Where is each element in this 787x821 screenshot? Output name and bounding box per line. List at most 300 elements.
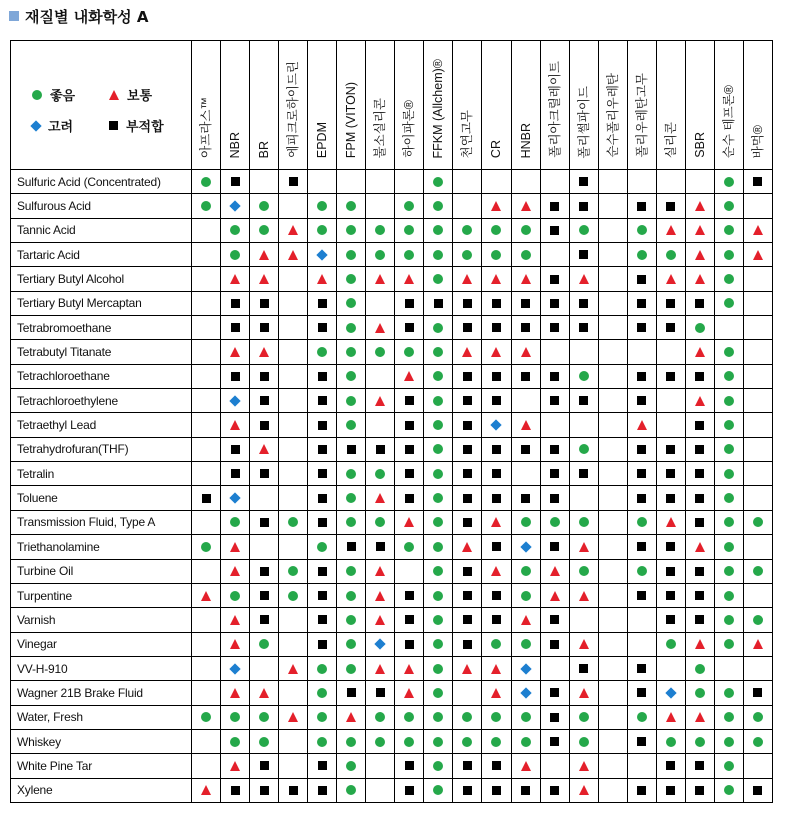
square-icon [695, 372, 704, 381]
rating-cell [337, 291, 366, 315]
rating-cell [627, 267, 656, 291]
diamond-icon [665, 687, 676, 698]
triangle-icon [404, 517, 414, 527]
rating-cell [395, 632, 424, 656]
table-row [11, 413, 773, 437]
rating-cell [540, 340, 569, 364]
triangle-icon [695, 274, 705, 284]
square-icon [260, 421, 269, 430]
square-icon [579, 202, 588, 211]
rating-cell [279, 364, 308, 388]
rating-cell [366, 510, 395, 534]
diamond-icon [520, 663, 531, 674]
rating-cell [598, 656, 627, 680]
legend-label: 좋음 [50, 89, 76, 104]
circle-icon [317, 201, 327, 211]
rating-cell [685, 243, 714, 267]
triangle-icon [230, 761, 240, 771]
chemical-name: Tetrachloroethane [11, 364, 192, 388]
rating-cell [308, 656, 337, 680]
rating-cell [424, 656, 453, 680]
rating-cell [743, 681, 772, 705]
rating-cell [569, 218, 598, 242]
rating-cell [337, 778, 366, 802]
rating-cell [743, 243, 772, 267]
rating-cell [511, 729, 540, 753]
circle-icon [433, 444, 443, 454]
rating-cell [250, 340, 279, 364]
circle-icon [724, 347, 734, 357]
rating-cell [714, 681, 743, 705]
rating-cell [685, 705, 714, 729]
rating-cell [192, 437, 221, 461]
material-name: FFKM (Allchem)® [431, 58, 446, 158]
rating-cell [598, 486, 627, 510]
square-icon [260, 323, 269, 332]
chemical-name: Vinegar [11, 632, 192, 656]
rating-cell [250, 316, 279, 340]
rating-cell [453, 389, 482, 413]
rating-cell [598, 608, 627, 632]
rating-cell [743, 778, 772, 802]
material-header [685, 41, 714, 170]
circle-icon [491, 737, 501, 747]
rating-cell [482, 559, 511, 583]
square-icon [492, 372, 501, 381]
rating-cell [424, 316, 453, 340]
square-icon [318, 640, 327, 649]
material-header [221, 41, 250, 170]
circle-icon [579, 712, 589, 722]
rating-cell [482, 583, 511, 607]
rating-cell [482, 486, 511, 510]
rating-cell [627, 243, 656, 267]
rating-cell [279, 340, 308, 364]
material-name: 하이파론® [402, 100, 417, 158]
rating-cell [366, 486, 395, 510]
square-icon [666, 591, 675, 600]
circle-icon [433, 469, 443, 479]
square-icon [405, 469, 414, 478]
rating-cell [743, 267, 772, 291]
rating-cell [221, 267, 250, 291]
rating-cell [366, 437, 395, 461]
circle-icon [230, 591, 240, 601]
rating-cell [279, 486, 308, 510]
rating-cell [221, 778, 250, 802]
square-icon [318, 591, 327, 600]
circle-icon [724, 201, 734, 211]
square-icon [492, 396, 501, 405]
rating-cell [627, 681, 656, 705]
material-header [250, 41, 279, 170]
square-icon [695, 567, 704, 576]
rating-cell [308, 291, 337, 315]
circle-icon [404, 712, 414, 722]
rating-cell [453, 656, 482, 680]
rating-cell [308, 194, 337, 218]
rating-cell [511, 316, 540, 340]
circle-icon [230, 517, 240, 527]
square-icon [231, 372, 240, 381]
circle-icon [724, 298, 734, 308]
square-icon [318, 494, 327, 503]
rating-cell [395, 340, 424, 364]
rating-cell [598, 243, 627, 267]
rating-cell [250, 437, 279, 461]
circle-icon [375, 469, 385, 479]
rating-cell [453, 754, 482, 778]
rating-cell [627, 754, 656, 778]
rating-cell [656, 437, 685, 461]
rating-cell [656, 389, 685, 413]
rating-cell [743, 535, 772, 559]
material-name: 실리콘 [663, 121, 678, 158]
square-icon [463, 323, 472, 332]
square-icon [109, 121, 118, 130]
rating-cell [656, 510, 685, 534]
circle-icon [346, 298, 356, 308]
rating-cell [308, 267, 337, 291]
circle-icon [433, 371, 443, 381]
rating-cell [743, 486, 772, 510]
triangle-icon [462, 542, 472, 552]
square-icon [666, 567, 675, 576]
chemical-name: Turpentine [11, 583, 192, 607]
rating-cell [395, 535, 424, 559]
rating-cell [482, 291, 511, 315]
rating-cell [627, 705, 656, 729]
rating-cell [569, 462, 598, 486]
table-row [11, 291, 773, 315]
rating-cell [540, 218, 569, 242]
triangle-icon [579, 542, 589, 552]
rating-cell [424, 681, 453, 705]
material-header [569, 41, 598, 170]
diamond-icon [229, 395, 240, 406]
rating-cell [424, 194, 453, 218]
rating-cell [279, 243, 308, 267]
rating-cell [627, 729, 656, 753]
rating-cell [308, 608, 337, 632]
triangle-icon [375, 274, 385, 284]
rating-cell [308, 729, 337, 753]
circle-icon [346, 615, 356, 625]
circle-icon [201, 177, 211, 187]
circle-icon [201, 201, 211, 211]
rating-cell [511, 583, 540, 607]
rating-cell [627, 291, 656, 315]
square-icon [434, 299, 443, 308]
material-name: CR [489, 139, 504, 158]
square-icon [347, 542, 356, 551]
rating-cell [627, 656, 656, 680]
rating-cell [337, 681, 366, 705]
rating-cell [424, 218, 453, 242]
rating-cell [250, 608, 279, 632]
rating-cell [714, 705, 743, 729]
rating-cell [685, 510, 714, 534]
rating-cell [627, 340, 656, 364]
rating-cell [743, 364, 772, 388]
square-icon [666, 202, 675, 211]
rating-cell [424, 389, 453, 413]
table-row [11, 705, 773, 729]
rating-cell [685, 413, 714, 437]
chemical-name: Sulfuric Acid (Concentrated) [11, 170, 192, 194]
triangle-icon [462, 347, 472, 357]
rating-cell [221, 656, 250, 680]
rating-cell [569, 681, 598, 705]
table-row [11, 632, 773, 656]
diamond-icon [229, 663, 240, 674]
rating-cell [656, 170, 685, 194]
rating-cell [598, 632, 627, 656]
square-icon [550, 640, 559, 649]
rating-cell [221, 340, 250, 364]
square-icon [753, 786, 762, 795]
rating-cell [685, 559, 714, 583]
square-icon [289, 786, 298, 795]
rating-cell [714, 559, 743, 583]
table-row [11, 389, 773, 413]
rating-cell [221, 291, 250, 315]
triangle-icon [666, 225, 676, 235]
rating-cell [714, 729, 743, 753]
circle-icon [462, 225, 472, 235]
rating-cell [656, 218, 685, 242]
rating-cell [511, 510, 540, 534]
triangle-icon [259, 250, 269, 260]
rating-cell [395, 389, 424, 413]
material-name: NBR [228, 131, 243, 158]
circle-icon [346, 737, 356, 747]
circle-icon [346, 517, 356, 527]
rating-cell [482, 437, 511, 461]
rating-cell [453, 462, 482, 486]
rating-cell [482, 267, 511, 291]
circle-icon [404, 201, 414, 211]
triangle-icon [753, 639, 763, 649]
rating-cell [395, 778, 424, 802]
square-icon [579, 299, 588, 308]
rating-cell [540, 194, 569, 218]
table-header [11, 41, 773, 170]
square-icon [695, 421, 704, 430]
rating-cell [337, 656, 366, 680]
rating-cell [540, 705, 569, 729]
rating-cell [627, 413, 656, 437]
table-row [11, 462, 773, 486]
rating-cell [308, 583, 337, 607]
rating-cell [250, 681, 279, 705]
square-icon [318, 518, 327, 527]
rating-cell [279, 218, 308, 242]
circle-icon [724, 517, 734, 527]
material-header [656, 41, 685, 170]
material-name: 천연고무 [460, 109, 475, 158]
rating-cell [424, 583, 453, 607]
rating-cell [685, 316, 714, 340]
rating-cell [511, 267, 540, 291]
chemical-name: Tetrachloroethylene [11, 389, 192, 413]
triangle-icon [230, 347, 240, 357]
square-icon [492, 469, 501, 478]
diamond-icon [491, 419, 502, 430]
square-icon [637, 202, 646, 211]
rating-cell [598, 194, 627, 218]
rating-cell [685, 194, 714, 218]
rating-cell [482, 778, 511, 802]
square-icon [260, 469, 269, 478]
circle-icon [491, 639, 501, 649]
triangle-icon [375, 566, 385, 576]
rating-cell [511, 681, 540, 705]
material-name: SBR [692, 132, 707, 158]
rating-cell [366, 291, 395, 315]
circle-icon [724, 177, 734, 187]
rating-cell [453, 632, 482, 656]
square-icon [260, 761, 269, 770]
rating-cell [482, 218, 511, 242]
rating-cell [743, 462, 772, 486]
circle-icon [637, 712, 647, 722]
rating-cell [743, 559, 772, 583]
circle-icon [521, 250, 531, 260]
rating-cell [540, 608, 569, 632]
rating-cell [337, 170, 366, 194]
rating-cell [540, 510, 569, 534]
square-icon [405, 323, 414, 332]
material-header [743, 41, 772, 170]
rating-cell [569, 535, 598, 559]
rating-cell [511, 608, 540, 632]
triangle-icon [695, 712, 705, 722]
triangle-icon [695, 225, 705, 235]
rating-cell [366, 608, 395, 632]
rating-cell [366, 389, 395, 413]
rating-cell [598, 316, 627, 340]
rating-cell [569, 632, 598, 656]
square-icon [289, 177, 298, 186]
rating-cell [743, 754, 772, 778]
material-header [540, 41, 569, 170]
rating-cell [685, 681, 714, 705]
rating-cell [192, 316, 221, 340]
material-name: EPDM [315, 121, 330, 158]
circle-icon [521, 566, 531, 576]
square-icon [318, 761, 327, 770]
square-icon [405, 640, 414, 649]
rating-cell [685, 364, 714, 388]
rating-cell [192, 267, 221, 291]
square-icon [550, 323, 559, 332]
rating-cell [337, 486, 366, 510]
square-icon [492, 299, 501, 308]
rating-cell [221, 754, 250, 778]
circle-icon [753, 517, 763, 527]
rating-cell [337, 218, 366, 242]
rating-cell [308, 510, 337, 534]
square-icon [637, 372, 646, 381]
legend-label: 보통 [127, 89, 153, 104]
rating-cell [308, 170, 337, 194]
rating-cell [714, 267, 743, 291]
rating-cell [250, 291, 279, 315]
rating-cell [743, 340, 772, 364]
square-icon [666, 372, 675, 381]
square-icon [579, 250, 588, 259]
rating-cell [482, 364, 511, 388]
rating-cell [337, 510, 366, 534]
chemical-name: Tetraethyl Lead [11, 413, 192, 437]
table-row [11, 243, 773, 267]
circle-icon [317, 712, 327, 722]
rating-cell [714, 608, 743, 632]
rating-cell [366, 729, 395, 753]
square-icon [405, 494, 414, 503]
chemical-name: Whiskey [11, 729, 192, 753]
rating-cell [337, 583, 366, 607]
rating-cell [627, 364, 656, 388]
rating-cell [540, 583, 569, 607]
rating-cell [598, 535, 627, 559]
triangle-icon [230, 615, 240, 625]
rating-cell [569, 559, 598, 583]
rating-cell [337, 389, 366, 413]
rating-cell [714, 462, 743, 486]
square-icon [550, 688, 559, 697]
triangle-icon [462, 274, 472, 284]
rating-cell [540, 632, 569, 656]
circle-icon [637, 225, 647, 235]
material-header [598, 41, 627, 170]
material-header [627, 41, 656, 170]
square-icon [492, 615, 501, 624]
square-icon [260, 567, 269, 576]
circle-icon [637, 517, 647, 527]
rating-cell [627, 462, 656, 486]
rating-cell [482, 170, 511, 194]
square-icon [463, 494, 472, 503]
square-icon [202, 494, 211, 503]
circle-icon [346, 274, 356, 284]
rating-cell [743, 656, 772, 680]
circle-icon [288, 566, 298, 576]
rating-cell [627, 583, 656, 607]
rating-cell [540, 267, 569, 291]
rating-cell [337, 559, 366, 583]
square-icon [260, 372, 269, 381]
rating-cell [569, 170, 598, 194]
rating-cell [424, 729, 453, 753]
rating-cell [743, 291, 772, 315]
rating-cell [511, 632, 540, 656]
square-icon [463, 445, 472, 454]
rating-cell [279, 559, 308, 583]
circle-icon [724, 542, 734, 552]
rating-cell [308, 364, 337, 388]
rating-cell [569, 778, 598, 802]
rating-cell [250, 632, 279, 656]
rating-cell [453, 291, 482, 315]
square-icon [579, 177, 588, 186]
rating-cell [569, 583, 598, 607]
rating-cell [250, 486, 279, 510]
rating-cell [569, 194, 598, 218]
circle-icon [753, 712, 763, 722]
circle-icon [288, 591, 298, 601]
